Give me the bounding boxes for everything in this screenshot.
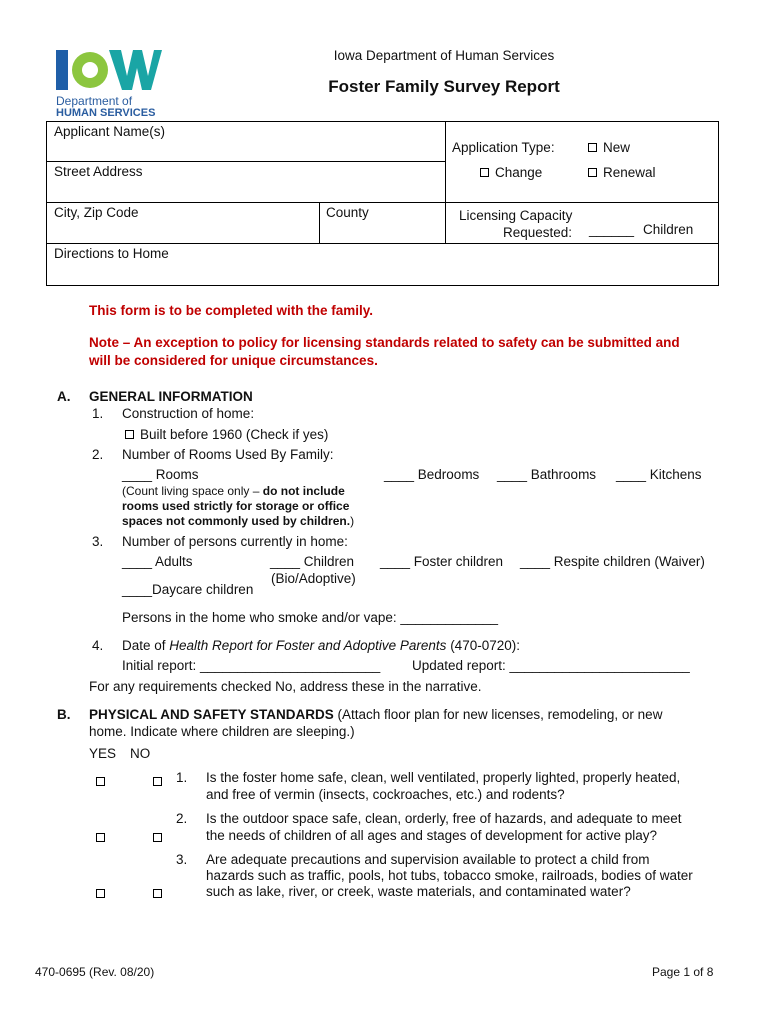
kitchens-field[interactable]: ____ Kitchens bbox=[616, 467, 702, 482]
q4-text-a: Date of bbox=[122, 638, 170, 653]
q2-number: 2. bbox=[92, 447, 104, 462]
type-renewal-label: Renewal bbox=[603, 165, 656, 180]
section-b-title: PHYSICAL AND SAFETY STANDARDS bbox=[89, 707, 334, 722]
no-checkbox-icon[interactable] bbox=[153, 889, 162, 898]
no-checkbox-icon[interactable] bbox=[153, 777, 162, 786]
standard-text-line2: and free of vermin (insects, cockroaches, etc.) and rodents? bbox=[206, 787, 565, 802]
standard-text-line2: hazards such as traffic, pools, hot tubs, tobacco smoke, railroads, bodies of water bbox=[206, 868, 693, 883]
built-before-1960-label: Built before 1960 (Check if yes) bbox=[140, 427, 329, 442]
capacity-label-line1: Licensing Capacity bbox=[459, 208, 573, 223]
rooms-note-line1 bbox=[122, 484, 345, 498]
initial-report-field[interactable]: Initial report: ________________________ bbox=[122, 658, 381, 673]
yes-column-header: YES bbox=[89, 746, 117, 761]
capacity-blank[interactable]: ______ bbox=[589, 222, 635, 237]
rooms-field[interactable]: ____ Rooms bbox=[122, 467, 199, 482]
smoke-vape-field[interactable]: Persons in the home who smoke and/or vape: _____________ bbox=[122, 610, 499, 625]
q4-text-b: (470-0720): bbox=[446, 638, 520, 653]
q2-text: Number of Rooms Used By Family: bbox=[122, 447, 334, 462]
capacity-label-line2: Requested: bbox=[503, 225, 573, 240]
bedrooms-field[interactable]: ____ Bedrooms bbox=[384, 467, 480, 482]
q4-report-name: Health Report for Foster and Adoptive Parents bbox=[169, 638, 447, 653]
standard-number: 3. bbox=[176, 852, 188, 867]
divider bbox=[319, 202, 320, 243]
rooms-note-line2: rooms used strictly for storage or office bbox=[122, 499, 350, 513]
q1-number: 1. bbox=[92, 406, 104, 421]
q3-number: 3. bbox=[92, 534, 104, 549]
agency-name: Iowa Department of Human Services bbox=[333, 48, 555, 63]
city-zip-field[interactable]: City, Zip Code bbox=[54, 205, 139, 220]
built-before-1960-option[interactable] bbox=[125, 427, 328, 442]
form-title: Foster Family Survey Report bbox=[328, 77, 560, 96]
standard-text-line1: Are adequate precautions and supervision available to protect a child from bbox=[206, 852, 650, 867]
standard-number: 1. bbox=[176, 770, 188, 785]
type-renewal-option[interactable] bbox=[588, 165, 656, 180]
divider bbox=[46, 243, 719, 244]
standard-text-line1: Is the outdoor space safe, clean, orderly, free of hazards, and adequate to meet bbox=[206, 811, 682, 826]
divider bbox=[46, 161, 445, 162]
bio-adoptive-label: (Bio/Adoptive) bbox=[271, 571, 356, 586]
type-new-label: New bbox=[603, 140, 631, 155]
rooms-note-e: ) bbox=[350, 514, 355, 528]
exception-note-line1: Note – An exception to policy for licensing standards related to safety can be submitted and bbox=[89, 335, 680, 350]
no-checkbox-icon[interactable] bbox=[153, 833, 162, 842]
rooms-note-b: do not include bbox=[262, 484, 345, 498]
checkbox-icon[interactable] bbox=[125, 430, 134, 439]
rooms-note-line3 bbox=[122, 514, 354, 528]
form-number: 470-0695 (Rev. 08/20) bbox=[35, 965, 155, 979]
rooms-note-a: (Count living space only – bbox=[122, 484, 263, 498]
type-change-option[interactable] bbox=[480, 165, 542, 180]
standard-text-line1: Is the foster home safe, clean, well ventilated, properly lighted, properly heated, bbox=[206, 770, 681, 785]
section-b-letter: B. bbox=[57, 707, 71, 722]
section-b-heading-line2: home. Indicate where children are sleeping.) bbox=[89, 724, 355, 739]
capacity-children-label: Children bbox=[643, 222, 694, 237]
applicant-names-field[interactable]: Applicant Name(s) bbox=[54, 124, 166, 139]
checkbox-icon[interactable] bbox=[588, 168, 597, 177]
logo-line1: Department of bbox=[56, 94, 133, 108]
yes-checkbox-icon[interactable] bbox=[96, 777, 105, 786]
no-column-header: NO bbox=[130, 746, 151, 761]
updated-report-field[interactable]: Updated report: ________________________ bbox=[412, 658, 690, 673]
county-field[interactable]: County bbox=[326, 205, 369, 220]
checkbox-icon[interactable] bbox=[480, 168, 489, 177]
daycare-children-field[interactable]: ____Daycare children bbox=[122, 582, 254, 597]
standard-number: 2. bbox=[176, 811, 188, 826]
bathrooms-field[interactable]: ____ Bathrooms bbox=[497, 467, 597, 482]
yes-checkbox-icon[interactable] bbox=[96, 889, 105, 898]
rooms-note-d: spaces not commonly used by children. bbox=[122, 514, 351, 528]
respite-children-field[interactable]: ____ Respite children (Waiver) bbox=[520, 554, 705, 569]
application-type-label: Application Type: bbox=[452, 140, 555, 155]
directions-field[interactable]: Directions to Home bbox=[54, 246, 169, 261]
q4-number: 4. bbox=[92, 638, 104, 653]
standard-text-line2: the needs of children of all ages and stages of development for active play? bbox=[206, 828, 658, 843]
foster-children-field[interactable]: ____ Foster children bbox=[380, 554, 504, 569]
type-change-label: Change bbox=[495, 165, 543, 180]
street-address-field[interactable]: Street Address bbox=[54, 164, 143, 179]
family-note: This form is to be completed with the family. bbox=[89, 303, 374, 318]
divider bbox=[46, 202, 719, 203]
exception-note-line2: will be considered for unique circumstances. bbox=[89, 353, 378, 368]
yes-checkbox-icon[interactable] bbox=[96, 833, 105, 842]
requirements-note: For any requirements checked No, address these in the narrative. bbox=[89, 679, 482, 694]
logo-line2: HUMAN SERVICES bbox=[56, 107, 156, 119]
standard-text-line3: such as lake, river, or creek, waste materials, and contaminated water? bbox=[206, 884, 631, 899]
section-b-title-rest: (Attach floor plan for new licenses, remodeling, or new bbox=[333, 707, 663, 722]
checkbox-icon[interactable] bbox=[588, 143, 597, 152]
section-b-heading bbox=[89, 707, 662, 722]
adults-field[interactable]: ____ Adults bbox=[122, 554, 193, 569]
divider bbox=[445, 121, 446, 243]
q4-text bbox=[122, 638, 520, 653]
section-a-heading: GENERAL INFORMATION bbox=[89, 389, 253, 404]
type-new-option[interactable] bbox=[588, 140, 630, 155]
section-a-letter: A. bbox=[57, 389, 71, 404]
children-field[interactable]: ____ Children bbox=[270, 554, 355, 569]
q1-text: Construction of home: bbox=[122, 406, 255, 421]
page-number: Page 1 of 8 bbox=[652, 965, 714, 979]
q3-text: Number of persons currently in home: bbox=[122, 534, 348, 549]
